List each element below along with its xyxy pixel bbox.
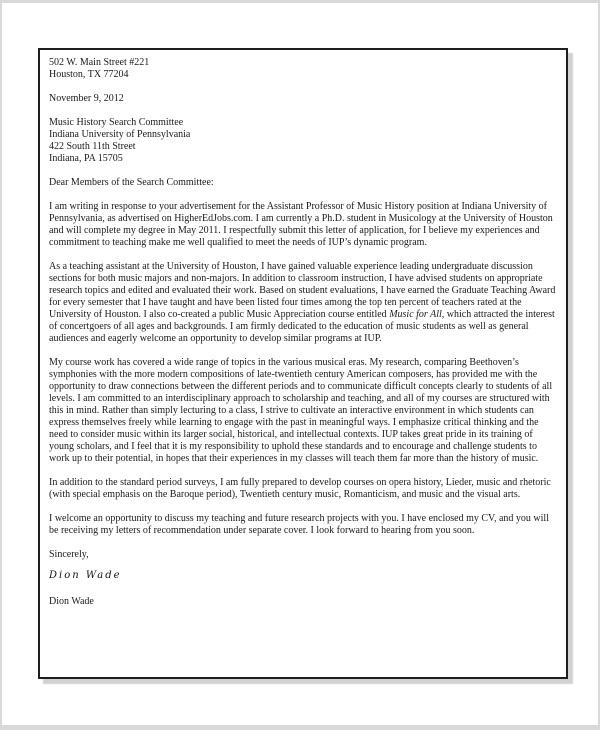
course-title-italic: Music for All (389, 309, 442, 320)
recipient-address-line-4: Indiana, PA 15705 (49, 153, 123, 164)
body-paragraph-1: I am writing in response to your advertisement for the Assistant Professor of Music History position at Indiana University of Pennsylvania, as advertised on HigherEdJobs.com. I am currently a Ph.D. student in Musicology at the University of Houston and will complete my degree in May 2011. I respectfully submit this letter of application, for I believe my experiences and commitment to teaching make me well qualified to meet the needs of IUP’s dynamic program. (49, 201, 553, 248)
body-paragraph-2-text-after: , which attracted the interest of concertgoers of all ages and backgrounds. I am firmly dedicated to the education of music students as well as general audiences and eagerly welcome an opportunity to develop similar programs at IUP. (49, 309, 555, 344)
body-paragraph-5: I welcome an opportunity to discuss my teaching and future research projects with you. I have enclosed my CV, and you will be receiving my letters of recommendation under separate cover. I look forward to hearing from you soon. (49, 513, 549, 536)
salutation: Dear Members of the Search Committee: (49, 177, 214, 188)
body-paragraph-2-text-before: As a teaching assistant at the University of Houston, I have gained valuable experience leading undergraduate discussion sections for both music majors and non-majors. In addition to classroom instruction, I have advised students on appropriate research topics and edited and evaluated their work. Based on student evaluations, I have earned the Graduate Teaching Award for every semester that I have taught and have been listed four times among the top ten percent of teachers rated at the University of Houston. I also co-created a public Music Appreciation course entitled (49, 261, 556, 320)
body-paragraph-3: My course work has covered a wide range of topics in the various musical eras. My research, comparing Beethoven’s symphonies with the more modern compositions of late-twentieth century American composers, has provided me with the opportunity to draw connections between the different periods and to communicate difficult concepts clearly to students of all levels. I am committed to an interdisciplinary approach to scholarship and teaching, and all of my courses are structured with this in mind. Rather than simply lecturing to a class, I strive to cultivate an interactive environment in which students can express themselves freely while learning to engage with the past in meaningful ways. I emphasize critical thinking and the need to consider music within its larger social, historical, and intellectual contexts. IUP takes great pride in its training of young scholars, and I feel that it is my responsibility to uphold these standards and to encourage and challenge students to work up to their potential, in hopes that their experiences in my classes will teach them far more than the history of music. (49, 357, 553, 464)
letter-document (38, 48, 568, 679)
sender-address (49, 57, 558, 81)
recipient-address-line-3: 422 South 11th Street (49, 141, 136, 152)
sender-address-line-2: Houston, TX 77204 (49, 69, 129, 80)
recipient-address (49, 117, 558, 165)
typed-signature-name: Dion Wade (49, 596, 94, 607)
closing-salutation: Sincerely, (49, 549, 89, 560)
handwritten-signature: Dion Wade (49, 570, 122, 581)
body-paragraph-2 (49, 261, 558, 345)
letter-date: November 9, 2012 (49, 93, 124, 104)
body-paragraph-4: In addition to the standard period surveys, I am fully prepared to develop courses on opera history, Lieder, music and rhetoric (with special emphasis on the Baroque period), Twentieth century music, Romanticism, and music and the visual arts. (49, 477, 551, 500)
recipient-address-line-1: Music History Search Committee (49, 117, 184, 128)
sender-address-line-1: 502 W. Main Street #221 (49, 57, 150, 68)
recipient-address-line-2: Indiana University of Pennsylvania (49, 129, 191, 140)
